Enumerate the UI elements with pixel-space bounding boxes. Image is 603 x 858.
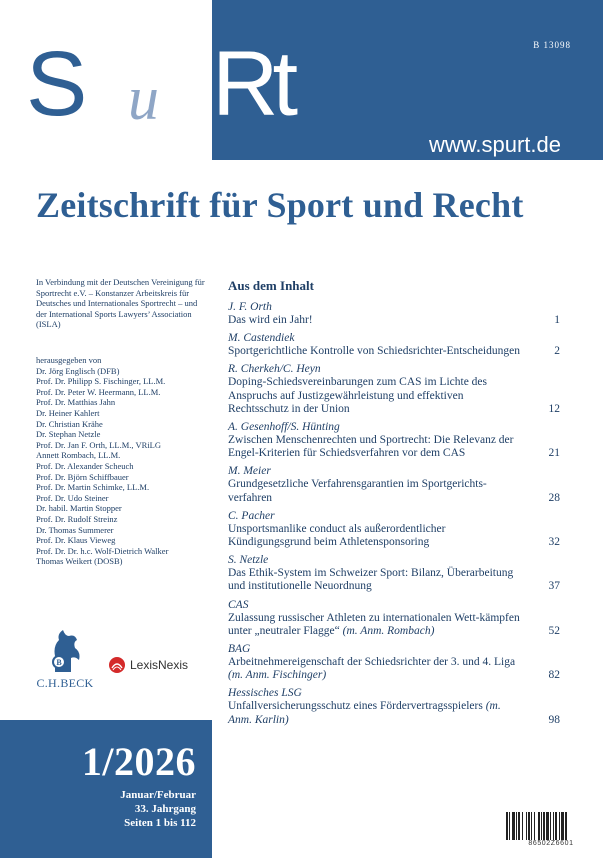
toc-entry[interactable]: [228, 509, 562, 549]
editor-name: Prof. Dr. Matthias Jahn: [36, 397, 116, 408]
toc-note: (m. Anm. Karlin): [228, 700, 501, 726]
editor-name: Annett Rombach, LL.M.: [36, 450, 121, 461]
toc-entry[interactable]: [228, 642, 562, 682]
toc-title-line: [228, 567, 562, 593]
barcode: [506, 812, 596, 848]
editor-name: Prof. Dr. Klaus Vieweg: [36, 535, 116, 546]
toc-entry[interactable]: [228, 553, 562, 593]
issue-volume: 33. Jahrgang: [134, 803, 196, 815]
toc-title: Zwischen Menschenrechten und Sportrecht: Die Relevanz der Engel-Kriterien für Schiedsverfahren vor dem CAS: [228, 434, 514, 460]
lexisnexis-logo: [108, 656, 188, 674]
toc-title-line: [228, 612, 562, 638]
toc-author: CAS: [228, 598, 249, 611]
website-url[interactable]: www.spurt.de: [428, 132, 561, 157]
toc-entry[interactable]: [228, 331, 562, 358]
barcode-bars: [506, 812, 596, 840]
editor-name: Prof. Dr. Alexander Scheuch: [36, 460, 134, 471]
journal-title: Zeitschrift für Sport und Recht: [36, 185, 524, 225]
toc-title-line: [228, 314, 562, 327]
toc-page-number: 82: [548, 669, 560, 682]
toc-author: C. Pacher: [228, 509, 275, 522]
toc-page-number: 37: [548, 580, 560, 593]
editor-name: Prof. Dr. Björn Schiffbauer: [36, 471, 129, 482]
toc-title: Grundgesetzliche Verfahrensgarantien im Sportgerichts-verfahren: [228, 478, 487, 504]
toc-author: A. Gesenhoff/S. Hünting: [228, 421, 340, 434]
toc-title: Zulassung russischer Athleten zu internationalen Wett-kämpfen unter „neutraler Flagge“: [228, 611, 520, 637]
editor-name: Prof. Dr. Jan F. Orth, LL.M., VRiLG: [36, 439, 162, 450]
editor-name: Prof. Dr. Udo Steiner: [36, 492, 109, 503]
toc-page-number: 52: [548, 624, 560, 637]
toc-title-line: [228, 656, 562, 682]
toc-title: Das wird ein Jahr!: [228, 314, 313, 326]
toc-entry[interactable]: [228, 362, 562, 416]
lexisnexis-icon: [108, 656, 126, 674]
barcode-bar: [567, 812, 568, 840]
editor-name: Prof. Dr. Rudolf Streinz: [36, 513, 118, 524]
issue-months: Januar/Februar: [120, 789, 196, 801]
logo-dot: [200, 108, 212, 120]
toc-heading: Aus dem Inhalt: [228, 278, 314, 293]
toc-title: Das Ethik-System im Schweizer Sport: Bilanz, Überarbeitung und institutionelle Neuordnung: [228, 567, 514, 593]
toc-author: M. Castendiek: [228, 332, 295, 345]
toc-title-line: [228, 478, 562, 504]
toc-page-number: 32: [548, 536, 560, 549]
toc-title: Doping-Schiedsvereinbarungen zum CAS im Lichte des Anspruchs auf Justizgewährleistung und effektiven Rechtsschutz in der Union: [228, 376, 488, 415]
toc-page-number: 21: [548, 447, 560, 460]
beck-label: C.H.BECK: [36, 676, 94, 690]
toc-list: [228, 300, 562, 727]
editor-name: Dr. Stephan Netzle: [36, 429, 101, 440]
issue-pages: Seiten 1 bis 112: [124, 817, 196, 829]
toc-entry[interactable]: [228, 420, 562, 460]
toc-entry[interactable]: [228, 686, 562, 726]
editor-name: Prof. Dr. Dr. h.c. Wolf-Dietrich Walker: [36, 545, 169, 556]
toc-entry[interactable]: [228, 598, 562, 638]
logo-u: u: [128, 65, 157, 133]
editor-name: Prof. Dr. Martin Schimke, LL.M.: [36, 482, 150, 493]
toc-title-line: [228, 700, 562, 726]
editor-name: Dr. Heiner Kahlert: [36, 407, 100, 418]
toc-page-number: 28: [548, 491, 560, 504]
issue-number: 1/2026: [81, 739, 196, 784]
toc-author: M. Meier: [228, 465, 271, 478]
editors-intro: herausgegeben von: [36, 355, 102, 365]
toc-title: Unsportsmanlike conduct als außerordentlicher Kündigungsgrund beim Athletensponsoring: [228, 522, 446, 549]
table-of-contents: [228, 278, 562, 731]
toc-title-line: [228, 376, 562, 416]
editor-name: Prof. Dr. Philipp S. Fischinger, LL.M.: [36, 376, 166, 387]
logo-rt: Rt: [212, 33, 292, 135]
toc-title-line: [228, 434, 562, 460]
toc-author: S. Netzle: [228, 554, 269, 567]
toc-title-line: [228, 523, 562, 549]
toc-note: (m. Anm. Rombach): [342, 624, 435, 637]
toc-page-number: 1: [554, 314, 560, 326]
beck-logo: [30, 628, 100, 691]
logo-sp: Sp: [26, 33, 127, 135]
toc-page-number: 2: [554, 345, 560, 358]
toc-entry[interactable]: [228, 464, 562, 504]
editor-name: Dr. habil. Martin Stopper: [36, 503, 122, 514]
toc-author: BAG: [228, 643, 251, 656]
toc-page-number: 12: [548, 402, 560, 415]
barcode-number: 86502Z6601: [528, 840, 574, 847]
editor-name: Dr. Christian Krähe: [36, 418, 103, 429]
editor-name: Dr. Thomas Summerer: [36, 524, 114, 535]
issn-code: B 13098: [533, 40, 571, 50]
issue-meta: [120, 788, 196, 830]
toc-author: R. Cherkeh/C. Heyn: [228, 363, 321, 376]
editor-list: [36, 366, 206, 567]
toc-title: Sportgerichtliche Kontrolle von Schiedsrichter-Entscheidungen: [228, 345, 520, 358]
toc-title: Unfallversicherungsschutz eines Fördervertragsspielers: [228, 700, 483, 713]
editor-name: Prof. Dr. Peter W. Heermann, LL.M.: [36, 386, 161, 397]
toc-note: (m. Anm. Fischinger): [228, 669, 327, 682]
toc-title: Arbeitnehmereigenschaft der Schiedsrichter der 3. und 4. Liga: [228, 656, 516, 669]
issue-box: [0, 720, 212, 858]
lexisnexis-label: LexisNexis: [130, 658, 189, 672]
griffin-icon: [45, 628, 85, 674]
editor-name: Thomas Weikert (DOSB): [36, 556, 123, 567]
toc-author: J. F. Orth: [228, 301, 272, 313]
editor-name: Dr. Jörg Englisch (DFB): [36, 365, 120, 376]
toc-page-number: 98: [548, 713, 560, 726]
editors-block: [36, 355, 206, 567]
toc-entry[interactable]: [228, 300, 562, 327]
toc-title-line: [228, 345, 562, 358]
toc-author: Hessisches LSG: [228, 687, 302, 700]
association-note: In Verbindung mit der Deutschen Vereinigung für Sportrecht e.V. – Konstanzer Arbeitskreis für Deutsches und Internationales Sportrecht – und der International Sports Lawyers’ Association (ISLA): [36, 277, 205, 330]
svg-text:B: B: [56, 658, 62, 667]
